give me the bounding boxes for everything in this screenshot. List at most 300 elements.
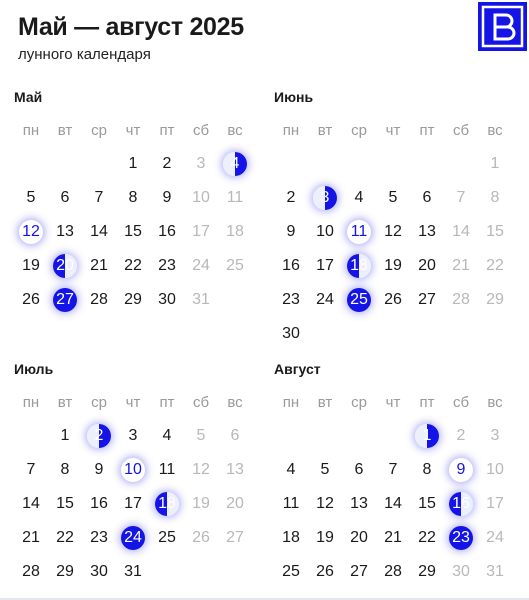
day-cell[interactable] — [184, 453, 218, 487]
month-title: Июль — [14, 361, 54, 377]
empty-cell — [376, 419, 410, 453]
day-number: 11 — [350, 223, 368, 240]
day-number: 26 — [384, 291, 402, 308]
brand-logo — [478, 2, 527, 51]
empty-cell — [410, 147, 444, 181]
day-number: 29 — [124, 291, 142, 308]
day-cell[interactable] — [184, 521, 218, 555]
day-number: 20 — [418, 257, 436, 274]
day-cell[interactable] — [218, 521, 252, 555]
day-number: 31 — [192, 291, 210, 308]
day-cell[interactable] — [274, 181, 308, 215]
day-cell[interactable] — [444, 181, 478, 215]
day-number: 31 — [124, 563, 142, 580]
day-number: 10 — [192, 189, 210, 206]
weekday-header: ср — [351, 121, 367, 139]
day-number: 11 — [282, 495, 300, 512]
day-number: 25 — [158, 529, 176, 546]
day-cell[interactable] — [342, 487, 376, 521]
day-number: 13 — [56, 223, 74, 240]
empty-cell — [48, 147, 82, 181]
weekday-header: вт — [57, 121, 73, 139]
day-cell[interactable] — [308, 181, 342, 215]
day-number: 14 — [90, 223, 108, 240]
day-cell[interactable] — [82, 453, 116, 487]
day-number: 24 — [124, 529, 142, 546]
day-cell[interactable] — [308, 283, 342, 317]
day-cell[interactable] — [82, 215, 116, 249]
day-cell[interactable] — [116, 147, 150, 181]
day-cell[interactable] — [376, 283, 410, 317]
month-title: Май — [14, 89, 43, 105]
day-cell[interactable] — [116, 555, 150, 589]
day-number: 10 — [486, 461, 504, 478]
day-cell[interactable] — [478, 487, 512, 521]
day-number: 1 — [490, 155, 500, 172]
day-cell[interactable] — [274, 521, 308, 555]
day-number: 5 — [320, 461, 330, 478]
day-cell[interactable] — [342, 521, 376, 555]
weekday-header: сб — [452, 121, 470, 139]
day-cell[interactable] — [274, 215, 308, 249]
day-number: 19 — [316, 529, 334, 546]
day-number: 11 — [226, 189, 244, 206]
day-cell[interactable] — [150, 215, 184, 249]
empty-cell — [14, 419, 48, 453]
day-cell[interactable] — [308, 249, 342, 283]
day-number: 11 — [158, 461, 176, 478]
month-august — [274, 361, 512, 589]
weekday-header: вс — [487, 121, 503, 139]
day-number: 14 — [384, 495, 402, 512]
day-number: 4 — [354, 189, 364, 206]
month-june — [274, 89, 512, 351]
day-cell[interactable] — [308, 453, 342, 487]
day-cell[interactable] — [184, 487, 218, 521]
day-number: 26 — [316, 563, 334, 580]
day-cell[interactable] — [478, 283, 512, 317]
day-cell[interactable] — [410, 487, 444, 521]
month-july — [14, 361, 252, 589]
day-cell[interactable] — [218, 487, 252, 521]
day-number: 22 — [418, 529, 436, 546]
day-number: 7 — [94, 189, 104, 206]
day-number: 27 — [418, 291, 436, 308]
day-cell[interactable] — [14, 181, 48, 215]
weekday-header: вт — [317, 121, 333, 139]
weekday-header: вт — [57, 393, 73, 411]
day-number: 15 — [124, 223, 142, 240]
day-cell[interactable] — [342, 453, 376, 487]
day-number: 5 — [388, 189, 398, 206]
empty-cell — [444, 147, 478, 181]
day-number: 19 — [384, 257, 402, 274]
day-number: 7 — [456, 189, 466, 206]
day-cell[interactable] — [478, 249, 512, 283]
day-number: 4 — [162, 427, 172, 444]
weekday-header: сб — [192, 121, 210, 139]
day-number: 1 — [422, 427, 432, 444]
day-number: 9 — [286, 223, 296, 240]
weekday-header: пт — [419, 121, 435, 139]
day-number: 25 — [350, 291, 368, 308]
day-number: 4 — [230, 155, 240, 172]
day-cell[interactable] — [376, 555, 410, 589]
day-number: 18 — [350, 257, 368, 274]
day-number: 8 — [60, 461, 70, 478]
day-cell[interactable] — [14, 453, 48, 487]
day-number: 13 — [418, 223, 436, 240]
weekday-header: чт — [125, 393, 141, 411]
day-number: 20 — [56, 257, 74, 274]
day-cell[interactable] — [410, 181, 444, 215]
day-cell[interactable] — [274, 453, 308, 487]
weekday-header: сб — [452, 393, 470, 411]
empty-cell — [82, 147, 116, 181]
day-cell[interactable] — [444, 419, 478, 453]
day-number: 26 — [22, 291, 40, 308]
day-cell[interactable] — [116, 215, 150, 249]
day-number: 8 — [422, 461, 432, 478]
month-may — [14, 89, 252, 317]
day-cell[interactable] — [308, 487, 342, 521]
day-number: 2 — [286, 189, 296, 206]
day-number: 29 — [56, 563, 74, 580]
day-cell[interactable] — [184, 283, 218, 317]
empty-cell — [274, 147, 308, 181]
day-number: 10 — [124, 461, 142, 478]
day-cell[interactable] — [14, 215, 48, 249]
day-cell[interactable] — [342, 249, 376, 283]
day-number: 21 — [22, 529, 40, 546]
day-number: 14 — [452, 223, 470, 240]
day-number: 10 — [316, 223, 334, 240]
day-number: 9 — [162, 189, 172, 206]
day-cell[interactable] — [218, 453, 252, 487]
day-cell[interactable] — [48, 181, 82, 215]
weekday-header: вс — [227, 393, 243, 411]
day-number: 19 — [22, 257, 40, 274]
day-cell[interactable] — [48, 521, 82, 555]
day-cell[interactable] — [444, 215, 478, 249]
weekday-header: чт — [125, 121, 141, 139]
day-cell[interactable] — [478, 215, 512, 249]
weekday-header: сб — [192, 393, 210, 411]
day-cell[interactable] — [376, 521, 410, 555]
day-number: 24 — [316, 291, 334, 308]
day-cell[interactable] — [218, 181, 252, 215]
day-cell[interactable] — [444, 249, 478, 283]
day-number: 6 — [230, 427, 240, 444]
day-number: 8 — [490, 189, 500, 206]
day-number: 21 — [452, 257, 470, 274]
day-cell[interactable] — [150, 521, 184, 555]
empty-cell — [376, 147, 410, 181]
day-cell[interactable] — [342, 181, 376, 215]
day-number: 12 — [384, 223, 402, 240]
weekday-header: вс — [487, 393, 503, 411]
day-number: 23 — [282, 291, 300, 308]
day-number: 18 — [282, 529, 300, 546]
day-cell[interactable] — [82, 555, 116, 589]
day-cell[interactable] — [116, 487, 150, 521]
day-cell[interactable] — [218, 147, 252, 181]
day-number: 3 — [128, 427, 138, 444]
day-number: 16 — [282, 257, 300, 274]
day-cell[interactable] — [116, 181, 150, 215]
day-cell[interactable] — [274, 249, 308, 283]
day-number: 1 — [128, 155, 138, 172]
day-number: 3 — [490, 427, 500, 444]
day-cell[interactable] — [150, 249, 184, 283]
day-cell[interactable] — [308, 555, 342, 589]
day-cell[interactable] — [410, 283, 444, 317]
day-number: 9 — [456, 461, 466, 478]
day-cell[interactable] — [342, 555, 376, 589]
day-cell[interactable] — [274, 555, 308, 589]
day-cell[interactable] — [376, 249, 410, 283]
day-number: 6 — [354, 461, 364, 478]
day-cell[interactable] — [14, 521, 48, 555]
day-cell[interactable] — [150, 419, 184, 453]
day-number: 16 — [90, 495, 108, 512]
day-cell[interactable] — [478, 521, 512, 555]
day-cell[interactable] — [116, 283, 150, 317]
day-cell[interactable] — [274, 317, 308, 351]
day-cell[interactable] — [82, 521, 116, 555]
weekday-header: ср — [91, 121, 107, 139]
day-cell[interactable] — [218, 249, 252, 283]
weekday-header: чт — [385, 393, 401, 411]
day-number: 3 — [320, 189, 330, 206]
day-number: 5 — [26, 189, 36, 206]
day-cell[interactable] — [150, 453, 184, 487]
day-cell[interactable] — [116, 249, 150, 283]
day-cell[interactable] — [410, 419, 444, 453]
day-number: 14 — [22, 495, 40, 512]
day-number: 7 — [26, 461, 36, 478]
empty-cell — [342, 147, 376, 181]
day-number: 28 — [90, 291, 108, 308]
weekday-header: пн — [22, 393, 40, 411]
weekday-header: пн — [22, 121, 40, 139]
day-cell[interactable] — [478, 147, 512, 181]
day-number: 30 — [90, 563, 108, 580]
day-cell[interactable] — [342, 283, 376, 317]
day-number: 30 — [158, 291, 176, 308]
day-cell[interactable] — [274, 283, 308, 317]
day-number: 1 — [60, 427, 70, 444]
day-number: 17 — [192, 223, 210, 240]
day-number: 15 — [486, 223, 504, 240]
day-number: 12 — [316, 495, 334, 512]
day-cell[interactable] — [478, 453, 512, 487]
day-cell[interactable] — [82, 283, 116, 317]
day-number: 16 — [158, 223, 176, 240]
day-cell[interactable] — [218, 215, 252, 249]
day-cell[interactable] — [82, 181, 116, 215]
calendar-grid — [274, 113, 512, 351]
day-cell[interactable] — [184, 181, 218, 215]
day-number: 15 — [56, 495, 74, 512]
day-cell[interactable] — [444, 555, 478, 589]
day-cell[interactable] — [410, 555, 444, 589]
day-cell[interactable] — [410, 521, 444, 555]
empty-cell — [342, 419, 376, 453]
day-number: 31 — [486, 563, 504, 580]
day-number: 6 — [60, 189, 70, 206]
day-number: 16 — [452, 495, 470, 512]
day-cell[interactable] — [184, 215, 218, 249]
day-number: 12 — [192, 461, 210, 478]
day-number: 29 — [486, 291, 504, 308]
day-cell[interactable] — [116, 419, 150, 453]
calendar-grid — [14, 113, 252, 317]
day-number: 18 — [158, 495, 176, 512]
day-number: 22 — [124, 257, 142, 274]
weekday-header: пт — [159, 393, 175, 411]
day-number: 27 — [350, 563, 368, 580]
day-number: 22 — [486, 257, 504, 274]
day-cell[interactable] — [14, 283, 48, 317]
day-number: 19 — [192, 495, 210, 512]
empty-cell — [14, 147, 48, 181]
day-number: 23 — [452, 529, 470, 546]
day-cell[interactable] — [48, 283, 82, 317]
day-number: 8 — [128, 189, 138, 206]
day-cell[interactable] — [48, 487, 82, 521]
day-cell[interactable] — [184, 419, 218, 453]
day-number: 26 — [192, 529, 210, 546]
day-number: 28 — [22, 563, 40, 580]
day-cell[interactable] — [376, 181, 410, 215]
day-cell[interactable] — [116, 521, 150, 555]
day-number: 18 — [226, 223, 244, 240]
day-number: 17 — [316, 257, 334, 274]
day-number: 2 — [162, 155, 172, 172]
empty-cell — [274, 419, 308, 453]
day-number: 17 — [124, 495, 142, 512]
calendar-grid — [274, 385, 512, 589]
day-cell[interactable] — [444, 521, 478, 555]
day-cell[interactable] — [444, 487, 478, 521]
month-title: Июнь — [274, 89, 314, 105]
day-number: 15 — [418, 495, 436, 512]
day-cell[interactable] — [410, 453, 444, 487]
day-number: 5 — [196, 427, 206, 444]
weekday-header: ср — [351, 393, 367, 411]
day-number: 21 — [90, 257, 108, 274]
day-cell[interactable] — [48, 215, 82, 249]
day-number: 27 — [56, 291, 74, 308]
day-cell[interactable] — [82, 249, 116, 283]
day-number: 2 — [456, 427, 466, 444]
day-number: 23 — [158, 257, 176, 274]
day-cell[interactable] — [478, 181, 512, 215]
weekday-header: чт — [385, 121, 401, 139]
day-number: 22 — [56, 529, 74, 546]
weekday-header: вт — [317, 393, 333, 411]
day-number: 30 — [282, 325, 300, 342]
weekday-header: вс — [227, 121, 243, 139]
day-cell[interactable] — [376, 215, 410, 249]
day-cell[interactable] — [82, 419, 116, 453]
day-cell[interactable] — [376, 487, 410, 521]
page-title: Май — август 2025 — [18, 13, 244, 41]
day-number: 28 — [384, 563, 402, 580]
day-number: 17 — [486, 495, 504, 512]
day-number: 23 — [90, 529, 108, 546]
day-number: 7 — [388, 461, 398, 478]
day-cell[interactable] — [342, 215, 376, 249]
weekday-header: пт — [419, 393, 435, 411]
day-number: 25 — [226, 257, 244, 274]
day-cell[interactable] — [14, 487, 48, 521]
calendar-grid — [14, 385, 252, 589]
day-number: 3 — [196, 155, 206, 172]
day-cell[interactable] — [150, 487, 184, 521]
day-cell[interactable] — [14, 249, 48, 283]
day-cell[interactable] — [478, 555, 512, 589]
month-title: Август — [274, 361, 321, 377]
day-cell[interactable] — [150, 283, 184, 317]
day-cell[interactable] — [376, 453, 410, 487]
day-cell[interactable] — [308, 521, 342, 555]
day-cell[interactable] — [82, 487, 116, 521]
day-number: 9 — [94, 461, 104, 478]
page-subtitle: лунного календаря — [18, 46, 151, 63]
day-cell[interactable] — [184, 249, 218, 283]
weekday-header: пн — [282, 393, 300, 411]
day-number: 2 — [94, 427, 104, 444]
day-cell[interactable] — [274, 487, 308, 521]
day-number: 20 — [226, 495, 244, 512]
day-number: 20 — [350, 529, 368, 546]
day-cell[interactable] — [48, 249, 82, 283]
day-cell[interactable] — [218, 419, 252, 453]
day-cell[interactable] — [48, 555, 82, 589]
day-number: 21 — [384, 529, 402, 546]
day-cell[interactable] — [478, 419, 512, 453]
day-cell[interactable] — [308, 215, 342, 249]
empty-cell — [308, 147, 342, 181]
day-number: 24 — [192, 257, 210, 274]
weekday-header: пт — [159, 121, 175, 139]
day-cell[interactable] — [444, 283, 478, 317]
day-number: 30 — [452, 563, 470, 580]
day-number: 25 — [282, 563, 300, 580]
day-number: 27 — [226, 529, 244, 546]
day-number: 4 — [286, 461, 296, 478]
weekday-header: ср — [91, 393, 107, 411]
day-cell[interactable] — [48, 453, 82, 487]
day-number: 24 — [486, 529, 504, 546]
day-cell[interactable] — [150, 181, 184, 215]
day-number: 29 — [418, 563, 436, 580]
day-cell[interactable] — [410, 215, 444, 249]
day-number: 28 — [452, 291, 470, 308]
day-cell[interactable] — [150, 147, 184, 181]
empty-cell — [308, 419, 342, 453]
day-cell[interactable] — [410, 249, 444, 283]
day-cell[interactable] — [444, 453, 478, 487]
day-cell[interactable] — [184, 147, 218, 181]
day-cell[interactable] — [116, 453, 150, 487]
day-cell[interactable] — [14, 555, 48, 589]
weekday-header: пн — [282, 121, 300, 139]
day-number: 13 — [350, 495, 368, 512]
day-cell[interactable] — [48, 419, 82, 453]
